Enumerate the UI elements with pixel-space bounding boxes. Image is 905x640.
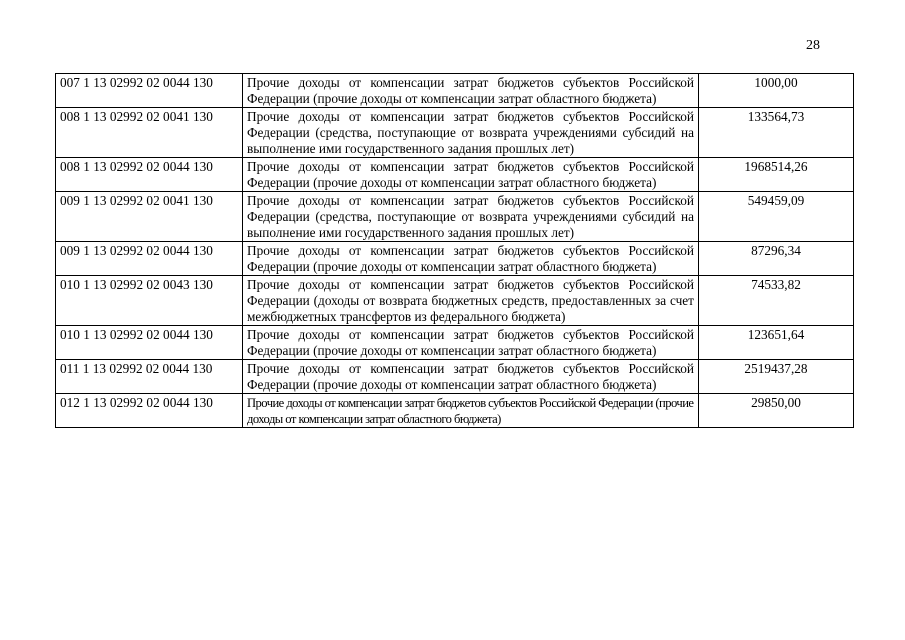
description-cell: Прочие доходы от компенсации затрат бюджетов субъектов Российской Федерации (средства, поступающие от возврата учреждениями субсидий на выполнение ими государственного задания прошлых лет) (243, 108, 699, 158)
table-row (56, 276, 854, 326)
table-row (56, 108, 854, 158)
description-cell: Прочие доходы от компенсации затрат бюджетов субъектов Российской Федерации (средства, поступающие от возврата учреждениями субсидий на выполнение ими государственного задания прошлых лет) (243, 192, 699, 242)
budget-code-cell: 010 1 13 02992 02 0044 130 (56, 326, 243, 360)
amount-cell: 87296,34 (699, 242, 854, 276)
table-row (56, 394, 854, 428)
budget-code-cell: 009 1 13 02992 02 0041 130 (56, 192, 243, 242)
description-cell: Прочие доходы от компенсации затрат бюджетов субъектов Российской Федерации (доходы от возврата бюджетных средств, предоставленных за счет межбюджетных трансфертов из федерального бюджета) (243, 276, 699, 326)
description-cell: Прочие доходы от компенсации затрат бюджетов субъектов Российской Федерации (прочие доходы от компенсации затрат областного бюджета) (243, 242, 699, 276)
budget-code-cell: 008 1 13 02992 02 0044 130 (56, 158, 243, 192)
description-cell: Прочие доходы от компенсации затрат бюджетов субъектов Российской Федерации (прочие доходы от компенсации затрат областного бюджета) (243, 394, 699, 428)
description-cell: Прочие доходы от компенсации затрат бюджетов субъектов Российской Федерации (прочие доходы от компенсации затрат областного бюджета) (243, 74, 699, 108)
table-row (56, 158, 854, 192)
table-row (56, 242, 854, 276)
budget-code-cell: 007 1 13 02992 02 0044 130 (56, 74, 243, 108)
amount-cell: 74533,82 (699, 276, 854, 326)
amount-cell: 549459,09 (699, 192, 854, 242)
table-row (56, 74, 854, 108)
amount-cell: 1968514,26 (699, 158, 854, 192)
budget-code-cell: 011 1 13 02992 02 0044 130 (56, 360, 243, 394)
amount-cell: 123651,64 (699, 326, 854, 360)
description-cell: Прочие доходы от компенсации затрат бюджетов субъектов Российской Федерации (прочие доходы от компенсации затрат областного бюджета) (243, 158, 699, 192)
description-cell: Прочие доходы от компенсации затрат бюджетов субъектов Российской Федерации (прочие доходы от компенсации затрат областного бюджета) (243, 360, 699, 394)
amount-cell: 133564,73 (699, 108, 854, 158)
amount-cell: 2519437,28 (699, 360, 854, 394)
budget-code-cell: 009 1 13 02992 02 0044 130 (56, 242, 243, 276)
description-cell: Прочие доходы от компенсации затрат бюджетов субъектов Российской Федерации (прочие доходы от компенсации затрат областного бюджета) (243, 326, 699, 360)
budget-code-cell: 012 1 13 02992 02 0044 130 (56, 394, 243, 428)
page-number: 28 (806, 38, 820, 53)
table-row (56, 326, 854, 360)
budget-code-cell: 008 1 13 02992 02 0041 130 (56, 108, 243, 158)
amount-cell: 1000,00 (699, 74, 854, 108)
budget-code-cell: 010 1 13 02992 02 0043 130 (56, 276, 243, 326)
table-row (56, 360, 854, 394)
amount-cell: 29850,00 (699, 394, 854, 428)
budget-revenue-table (55, 73, 854, 428)
table-row (56, 192, 854, 242)
